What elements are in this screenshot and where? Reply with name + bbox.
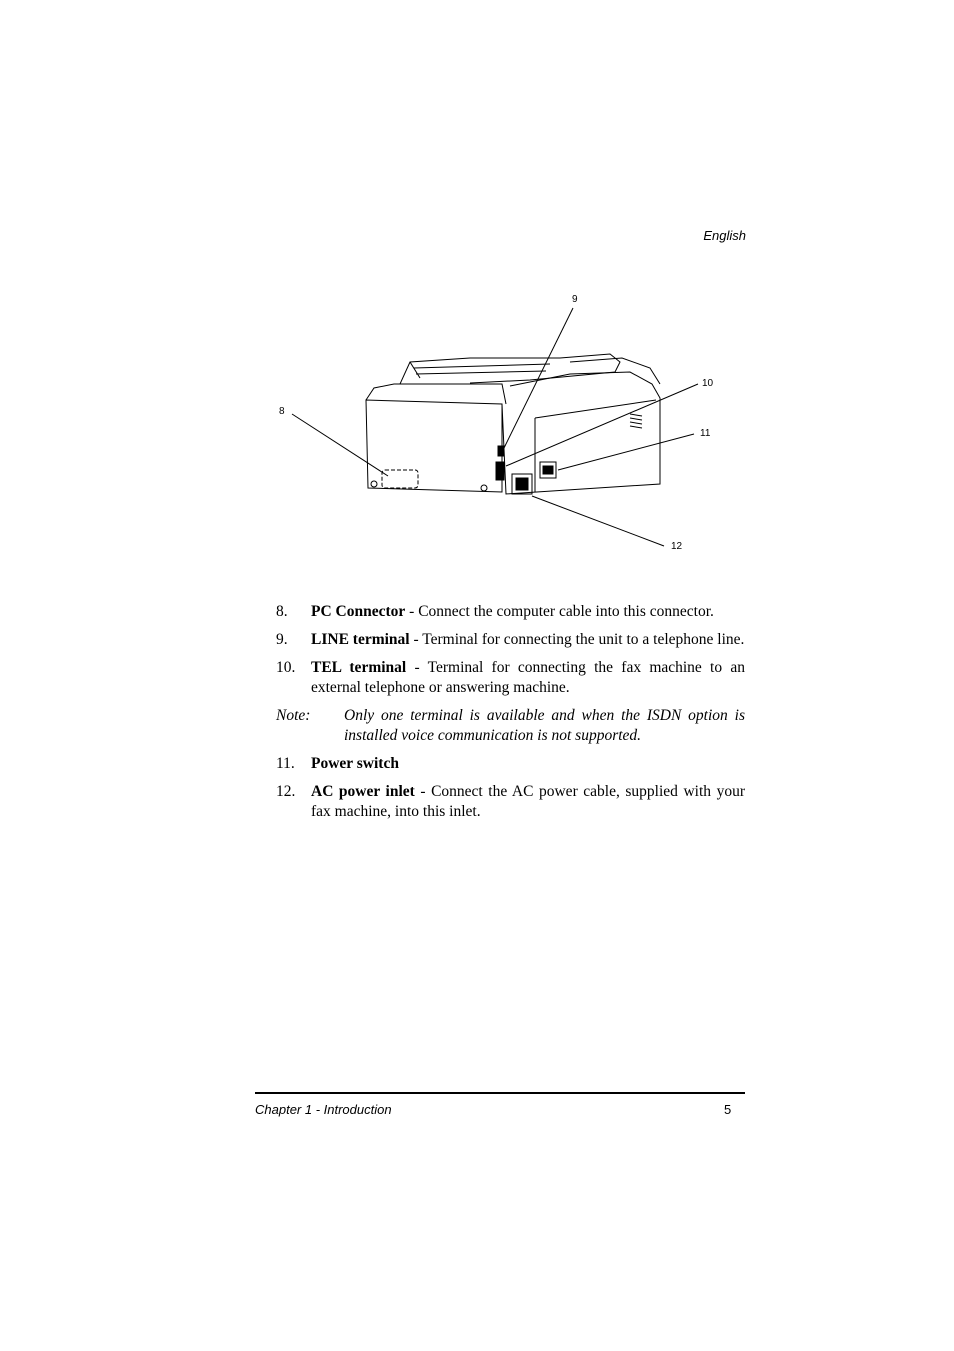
note-label: Note:	[276, 707, 311, 724]
component-list	[276, 602, 745, 830]
list-item	[276, 782, 745, 822]
pc-connector-outline	[382, 470, 418, 488]
leader-12	[532, 496, 664, 546]
fax-machine-illustration	[270, 288, 730, 558]
paper-tray	[400, 354, 620, 384]
item-desc: - Terminal for connecting the unit to a telephone line.	[409, 631, 745, 648]
side-body	[502, 372, 660, 494]
list-item	[276, 630, 745, 650]
callout-9: 9	[572, 294, 578, 305]
item-number: 10.	[276, 659, 296, 676]
header-language: English	[703, 228, 746, 243]
item-number: 8.	[276, 603, 288, 620]
page-number: 5	[724, 1102, 732, 1117]
tel-terminal	[496, 462, 504, 480]
callout-11: 11	[700, 428, 711, 439]
fax-rear-drawing	[270, 288, 730, 558]
line-terminal	[498, 446, 504, 456]
item-desc: - Connect the computer cable into this connector.	[405, 603, 714, 620]
item-term: LINE terminal	[311, 631, 410, 648]
list-item	[276, 602, 745, 622]
note-text: Only one terminal is available and when the ISDN option is installed voice communication is not supported.	[344, 707, 745, 744]
item-term: Power switch	[311, 755, 399, 772]
footer-divider	[255, 1092, 745, 1094]
item-desc: - Connect the AC power cable, supplied with your fax machine, into this inlet.	[311, 783, 745, 820]
item-term: AC power inlet	[311, 783, 415, 800]
leader-8	[292, 414, 388, 476]
item-desc: - Terminal for connecting the fax machine to an external telephone or answering machine.	[311, 659, 745, 696]
callout-8: 8	[279, 406, 285, 417]
item-number: 9.	[276, 631, 288, 648]
rear-panel	[366, 400, 502, 492]
item-number: 11.	[276, 755, 295, 772]
callout-10: 10	[702, 378, 714, 389]
footer-chapter: Chapter 1 - Introduction	[255, 1102, 392, 1117]
leader-11	[558, 434, 694, 470]
note	[276, 706, 745, 746]
item-term: PC Connector	[311, 603, 406, 620]
leader-9	[504, 308, 573, 448]
callout-12: 12	[671, 541, 683, 552]
list-item	[276, 658, 745, 698]
list-item	[276, 754, 745, 774]
item-number: 12.	[276, 783, 296, 800]
item-term: TEL terminal	[311, 659, 407, 676]
